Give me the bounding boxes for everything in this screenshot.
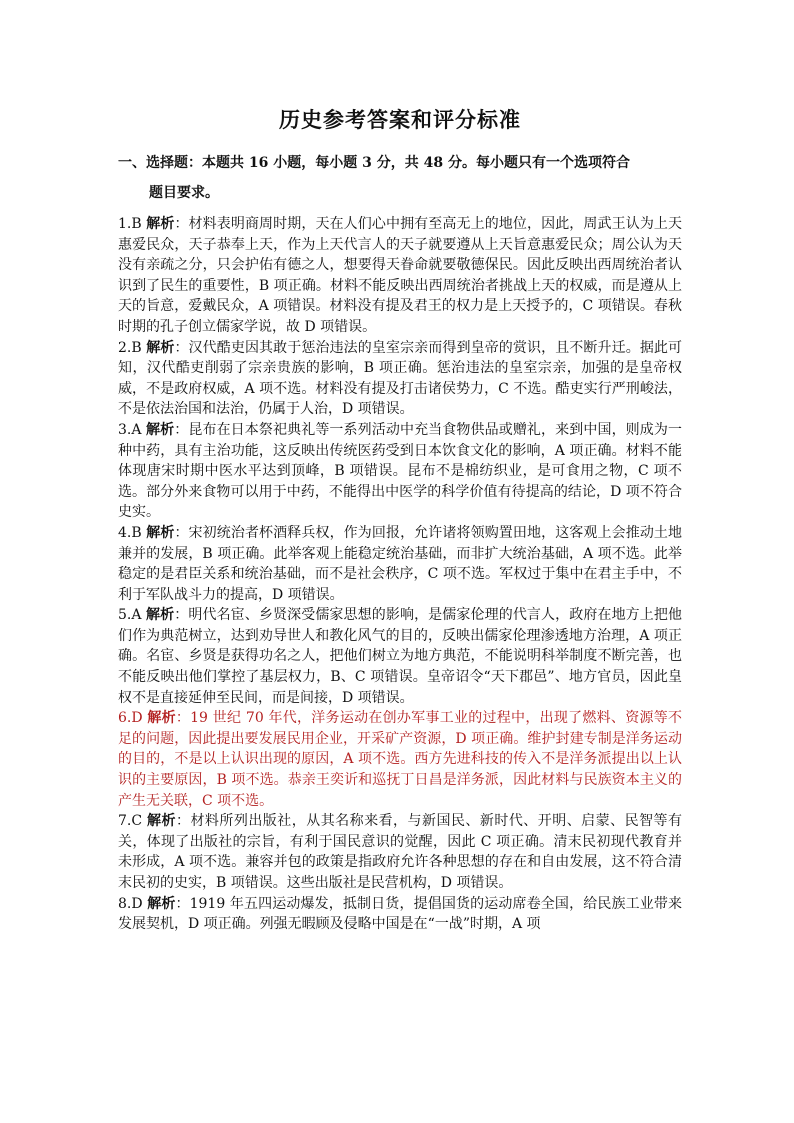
answer-text: ：昆布在日本祭祀典礼等一系列活动中充当食物供品或赠礼，来到中国，则成为一种中药，具有主治功能，这反映出传统医药受到日本饮食文化的影响，A 项正确。材料不能体现唐宋时期中医水平达到顶峰，B 项错误。昆布不是棉纺织业，是可食用之物，C 项不选。部分外来食物可以用于中药，不能得出中医学的科学价值有待提高的结论，D 项不符合史实。 bbox=[118, 421, 683, 521]
answer-item-8 bbox=[118, 894, 682, 935]
answer-number: 5.A bbox=[118, 607, 142, 624]
answer-item-7 bbox=[118, 811, 682, 893]
answer-text: ：材料表明商周时期，天在人们心中拥有至高无上的地位，因此，周武王认为上天惠爱民众，天子恭奉上天，作为上天代言人的天子就要遵从上天旨意惠爱民众；周公认为天没有亲疏之分，只会护佑有德之人，想要得天眷命就要敬德保民。因此反映出西周统治者认识到了民生的重要性，B 项正确。材料不能反映出西周统治者挑战上天的权威，而是遵从上天的旨意，爱戴民众，A 项错误。材料没有提及君王的权力是上天授予的，C 项错误。春秋时期的孔子创立儒家学说，故 D 项错误。 bbox=[118, 216, 683, 335]
answer-text: ：宋初统治者杯酒释兵权，作为回报，允许诸将领购置田地，这客观上会推动土地兼并的发展，B 项正确。此举客观上能稳定统治基础，而非扩大统治基础，A 项不选。此举稳定的是君臣关系和统治基础，而不是社会秩序，C 项不选。军权过于集中在君主手中，不利于军队战斗力的提高，D 项错误。 bbox=[118, 524, 683, 603]
page-title: 历史参考答案和评分标准 bbox=[279, 107, 521, 132]
answer-label: 解析 bbox=[146, 607, 175, 624]
answer-item-4 bbox=[118, 523, 682, 605]
answer-label: 解析 bbox=[147, 813, 176, 830]
answer-label: 解析 bbox=[146, 421, 175, 438]
answer-number: 6.D bbox=[118, 710, 143, 727]
answer-number: 3.A bbox=[118, 421, 142, 438]
answer-number: 7.C bbox=[118, 813, 143, 830]
section-header-line1: 一、选择题：本题共 16 小题，每小题 3 分，共 48 分。每小题只有一个选项符合 bbox=[118, 155, 630, 171]
answer-text: ：汉代酷吏因其敢于惩治违法的皇室宗亲而得到皇帝的赏识，且不断升迁。据此可知，汉代酷吏削弱了宗亲贵族的影响，B 项正确。惩治违法的皇室宗亲，加强的是皇帝权威，不是政府权威，A 项不选。材料没有提及打击诸侯势力，C 不选。酷吏实行严刑峻法，不是依法治国和法治，仍属于人治，D 项错误。 bbox=[118, 339, 683, 418]
answer-item-3 bbox=[118, 420, 682, 523]
answer-item-5 bbox=[118, 605, 682, 708]
answer-label: 解析 bbox=[147, 895, 176, 912]
answer-item-2 bbox=[118, 338, 682, 420]
answer-label: 解析 bbox=[146, 339, 175, 356]
answer-number: 1.B bbox=[118, 216, 142, 232]
answer-item-1 bbox=[118, 214, 682, 338]
section-header-line2: 题目要求。 bbox=[149, 185, 219, 201]
answer-text: ：19 世纪 70 年代，洋务运动在创办军事工业的过程中，出现了燃料、资源等不足的问题，因此提出要发展民用企业，开采矿产资源，D 项正确。维护封建专制是洋务运动的目的，不是以上认识出现的原因，A 项不选。西方先进科技的传入不是洋务派提出以上认识的主要原因，B 项不选。恭亲王奕䜣和巡抚丁日昌是洋务派，因此材料与民族资本主义的产生无关联，C 项不选。 bbox=[118, 710, 683, 809]
answer-label: 解析 bbox=[146, 216, 175, 232]
answer-number: 4.B bbox=[118, 524, 142, 541]
answer-number: 8.D bbox=[118, 895, 143, 912]
answer-label: 解析 bbox=[146, 524, 175, 541]
answer-text: ：明代名宦、乡贤深受儒家思想的影响，是儒家伦理的代言人，政府在地方上把他们作为典范树立，达到劝导世人和教化风气的目的，反映出儒家伦理渗透地方治理，A 项正确。名宦、乡贤是获得功名之人，把他们树立为地方典范，不能说明科举制度不断完善，也不能反映出他们掌控了基层权力，B、C 项错误。皇帝诏令“天下郡邑”、地方官员，因此皇权不是直接延伸至民间，而是间接，D 项错误。 bbox=[118, 607, 683, 706]
answer-text: ：材料所列出版社，从其名称来看，与新国民、新时代、开明、启蒙、民智等有关，体现了出版社的宗旨，有利于国民意识的觉醒，因此 C 项正确。清末民初现代教育并未形成，A 项不选。兼容并包的政策是指政府允许各种思想的存在和自由发展，这不符合清末民初的史实，B 项错误。这些出版社是民营机构，D 项错误。 bbox=[118, 813, 683, 891]
answer-text: ：1919 年五四运动爆发，抵制日货，提倡国货的运动席卷全国，给民族工业带来发展契机，D 项正确。列强无暇顾及侵略中国是在“一战”时期，A 项 bbox=[118, 895, 683, 933]
section-header bbox=[118, 148, 682, 208]
answer-number: 2.B bbox=[118, 339, 142, 356]
answer-label: 解析 bbox=[147, 710, 176, 727]
answer-item-6 bbox=[118, 708, 682, 811]
